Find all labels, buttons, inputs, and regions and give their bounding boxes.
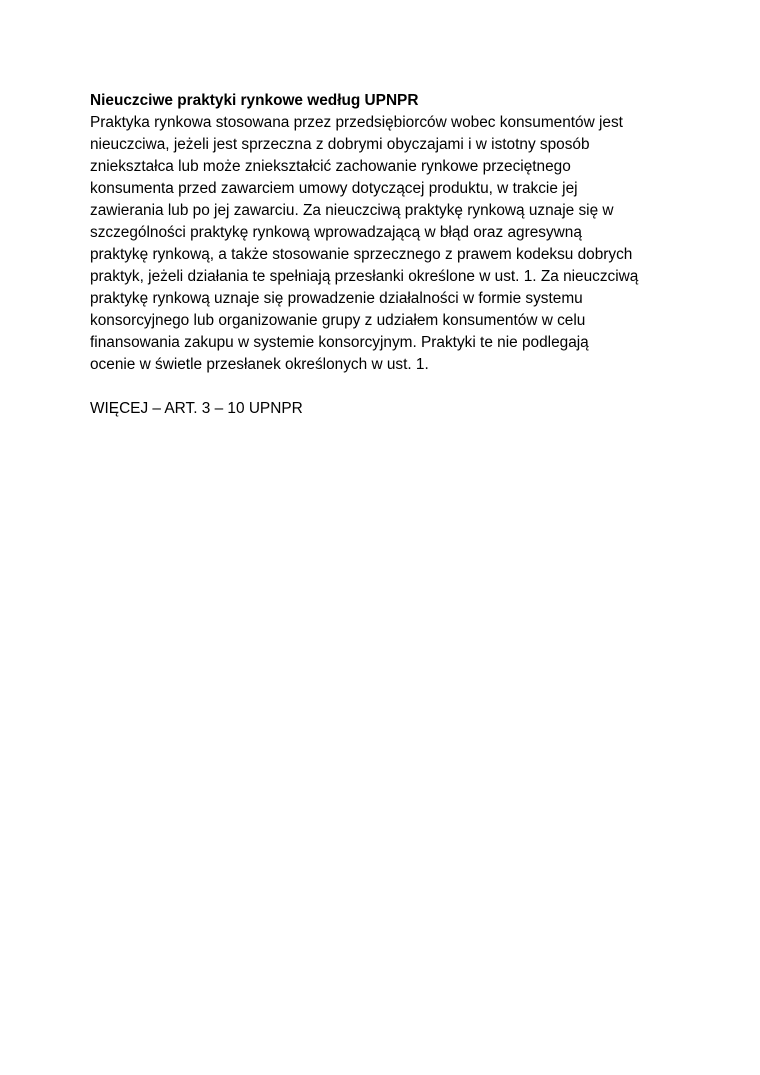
paragraph-line: konsumenta przed zawarciem umowy dotyczącej produktu, w trakcie jej (90, 180, 578, 197)
paragraph-line: praktykę rynkową, a także stosowanie sprzecznego z prawem kodeksu dobrych (90, 246, 633, 263)
paragraph-line: praktykę rynkową uznaje się prowadzenie działalności w formie systemu (90, 290, 583, 307)
paragraph-line: zawierania lub po jej zawarciu. Za nieuczciwą praktykę rynkową uznaje się w (90, 202, 614, 219)
document-content (90, 90, 680, 435)
paragraph-line: Praktyka rynkowa stosowana przez przedsiębiorców wobec konsumentów jest (90, 114, 623, 131)
paragraph-line: konsorcyjnego lub organizowanie grupy z udziałem konsumentów w celu (90, 312, 586, 329)
document-paragraph (90, 112, 680, 376)
more-reference: WIĘCEJ – ART. 3 – 10 UPNPR (90, 400, 303, 417)
paragraph-line: praktyk, jeżeli działania te spełniają przesłanki określone w ust. 1. Za nieuczciwą (90, 268, 639, 285)
document-title: Nieuczciwe praktyki rynkowe według UPNPR (90, 92, 419, 109)
paragraph-line: finansowania zakupu w systemie konsorcyjnym. Praktyki te nie podlegają (90, 334, 589, 351)
paragraph-line: nieuczciwa, jeżeli jest sprzeczna z dobrymi obyczajami i w istotny sposób (90, 136, 590, 153)
paragraph-line: ocenie w świetle przesłanek określonych w ust. 1. (90, 356, 429, 373)
paragraph-line: zniekształca lub może zniekształcić zachowanie rynkowe przeciętnego (90, 158, 571, 175)
paragraph-line: szczególności praktykę rynkową wprowadzającą w błąd oraz agresywną (90, 224, 582, 241)
